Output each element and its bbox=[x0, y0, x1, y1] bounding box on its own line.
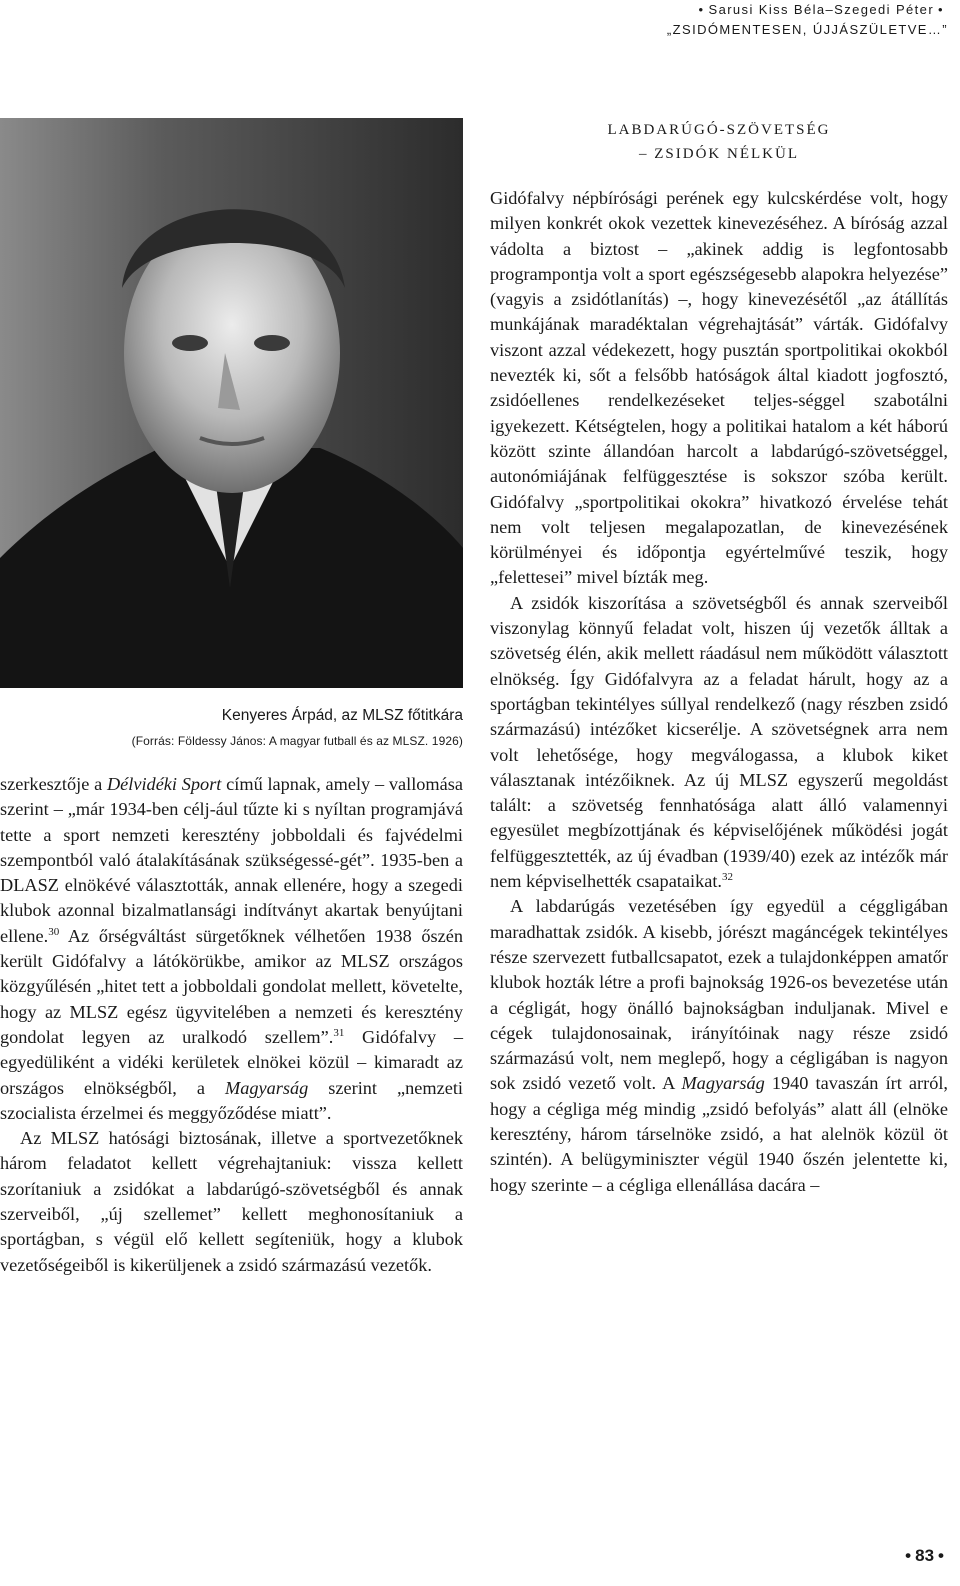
bullet-icon: • bbox=[938, 1546, 944, 1565]
bullet-icon: • bbox=[938, 2, 944, 17]
text-span: szerkesztője a bbox=[0, 774, 107, 794]
page-number bbox=[0, 1546, 948, 1566]
bullet-icon: • bbox=[905, 1546, 912, 1565]
text-span: 1940 tavaszán írt arról, hogy a cégliga még mindig „zsidó befolyás” alatt áll (elnöke keresztény, három társelnöke zsidó, a hat alelnök közül öt szintén). A belügyminiszter végül 1940 őszén jelentette ki, hogy szerinte – a cégliga ellenállása dacára – bbox=[490, 1073, 949, 1195]
section-heading-line2: – ZSIDÓK NÉLKÜL bbox=[639, 146, 799, 162]
text-span: Gidófalvy – egyedüliként a vidéki kerületek elnökei közül – kimaradt az országos elnökségből, a bbox=[0, 1026, 464, 1098]
section-heading-line1: LABDARÚGÓ-SZÖVETSÉG bbox=[607, 122, 831, 138]
text-span: szerint „nemzeti szocialista érzelmei és meggyőződése miatt”. bbox=[0, 1077, 463, 1123]
right-paragraph-3 bbox=[490, 894, 948, 1198]
text-span: A labdarúgás vezetésében így egyedül a céggligában maradhattak zsidók. A kisebb, jórészt magáncégek tekintélyes része szervezett futballcsapatot, ezek a tulajdonképpen amatőr klubok hozták létre a profi bajnokság 1926-os bevezetése után a cégligát, hogy önálló bajnokságban induljanak. Mivel e cégek tulajdonosainak, irányítóinak nagy része zsidó származású volt, nem meglepő, hogy a cégligában is nagyon sok zsidó vezető volt. A bbox=[490, 896, 948, 1094]
text-span: Az őrségváltást sürgetőknek vélhetően 1938 őszén került Gidófalvy a látókörükbe, amikor az MLSZ országos közgyűlésén „hitet tett a jobboldali gondolat mellett, követelte, hogy az MLSZ egész ügyvitelében a nemzeti és keresztény gondolat legyen az uralkodó szellem”. bbox=[0, 925, 463, 1047]
running-header-authors bbox=[0, 0, 948, 20]
italic-title: Magyarság bbox=[225, 1077, 309, 1098]
left-paragraph-1 bbox=[0, 772, 463, 1126]
text-span: című lapnak, amely – vallomása szerint – „már 1934-ben célj-ául tűzte ki s nyíltan programjává tette a sport nemzeti keresztény jobboldali és fajvédelmi szempontból való átalakításának szükségessé-gét”. 1935-ben a DLASZ elnökévé választották, annak ellenére, hogy a szegedi klubok azonnal bizalmatlansági indítványt akartak benyújtani ellene. bbox=[0, 774, 463, 946]
right-column bbox=[490, 186, 948, 1198]
right-paragraph-2 bbox=[490, 591, 948, 895]
italic-title: Magyarság bbox=[681, 1073, 765, 1094]
figure-caption: Kenyeres Árpád, az MLSZ főtitkára bbox=[221, 707, 463, 724]
left-paragraph-2: Az MLSZ hatósági biztosának, illetve a sportvezetőknek három feladatot kellett végrehajtaniuk: vissza kellett szorítaniuk a zsidókat a labdarúgó-szövetségből és annak szerveiből, „új szellemet” kellett meghonosítaniuk a sportágban, s végül elő kellett segíteniük, hogy a klubok vezetőségeiből is kikerüljenek a zsidó származású vezetők. bbox=[0, 1128, 463, 1275]
header-title: „ZSIDÓMENTESEN, ÚJJÁSZÜLETVE…” bbox=[666, 22, 948, 37]
right-paragraph-1: Gidófalvy népbírósági perének egy kulcskérdése volt, hogy milyen konkrét okok vezettek kinevezéséhez. A bíróság azzal vádolta a biztost – „akinek addig is legfontosabb programpontja volt a sport egészségesebb alapokra helyezése” (vagyis a zsidótlanítás) –, hogy kinevezésétől „az átállítás munkájának maradéktalan végrehajtását” várták. Gidófalvy viszont azzal védekezett, hogy pusztán sportpolitikai okokból nevezték ki, sőt a felsőbb hatóságok által kiadott jogfosztó, zsidóellenes rendelkezéseket teljes-séggel szabotálni igyekezett. Kétségtelen, hogy a politikai hatalom a két háború között szinte állandóan harcolt a labdarúgó-szövetséggel, autonómiájának felfüggesztése is sokszor szóba került. Gidófalvy „sportpolitikai okokra” hivatkozó érvelése tehát nem volt teljesen megalapozatlan, de kinevezésének körülményei és időpontja egyértelművé teszik, hogy „felettesei” mivel bízták meg. bbox=[490, 188, 948, 588]
page-number-value: 83 bbox=[915, 1546, 935, 1565]
portrait-illustration bbox=[0, 118, 463, 688]
running-header bbox=[0, 0, 948, 40]
bullet-icon: • bbox=[698, 2, 705, 17]
footnote-ref: 31 bbox=[333, 1026, 345, 1039]
header-authors: Sarusi Kiss Béla–Szegedi Péter bbox=[708, 2, 935, 17]
figure-source: (Forrás: Földessy János: A magyar futball és az MLSZ. 1926) bbox=[131, 734, 463, 748]
footnote-ref: 30 bbox=[48, 925, 60, 938]
italic-title: Délvidéki Sport bbox=[106, 774, 222, 794]
footnote-ref: 32 bbox=[721, 871, 733, 884]
text-span: A zsidók kiszorítása a szövetségből és annak szerveiből viszonylag könnyű feladat volt, hiszen új vezetők álltak a szövetség élén, akik mellett ráadásul nem működött választott elnökség. Így Gidófalvyra az a feladat hárult, hogy az a sportágban tekintélyes súllyal rendelkező (nagy részben zsidó származású) intézőket kicserélje. A szövetségnek arra nem volt lehetősége, hogy megválogassa, a klubok kiket választanak intézőiknek. Az új MLSZ egyszerű megoldást talált: a szövetség fennhatósága alatt álló valamennyi egyesület megbízottjának és képviselőjének működési jogát felfüggesztették, az új évadban (1939/40) ezek az intézők már nem képviselhették csapataikat. bbox=[490, 592, 948, 892]
left-column bbox=[0, 772, 463, 1278]
portrait-photo bbox=[0, 118, 463, 688]
section-heading bbox=[490, 118, 948, 166]
